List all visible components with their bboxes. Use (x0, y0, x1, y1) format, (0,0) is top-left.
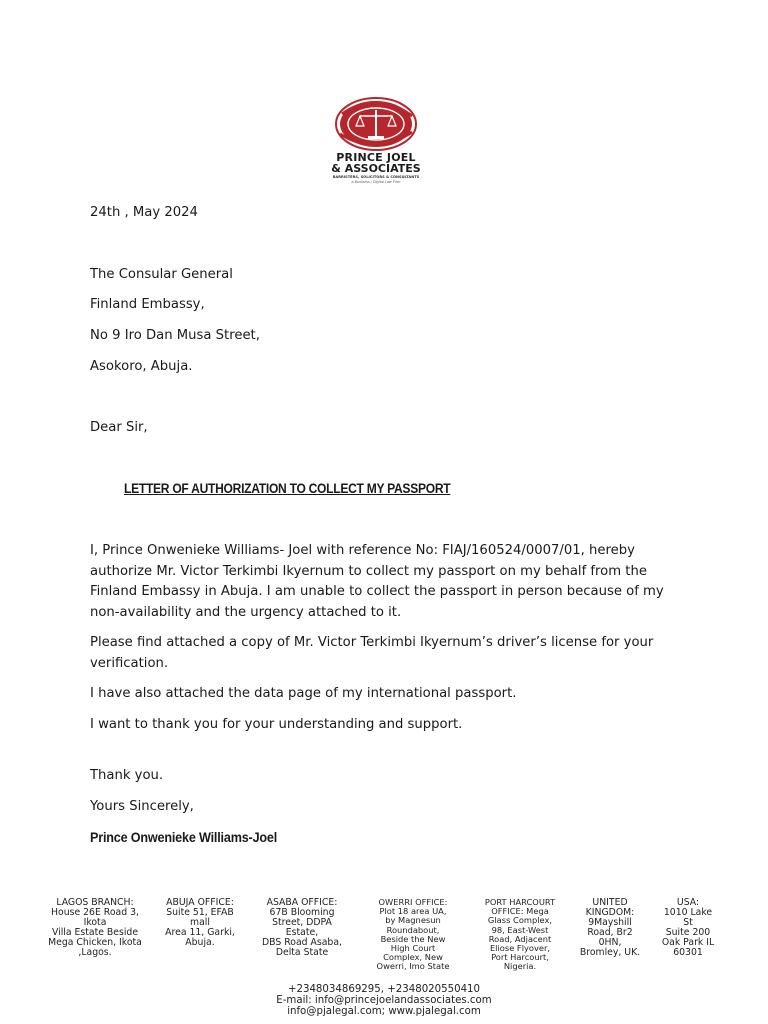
footer-phones: +2348034869295, +2348020550410 (287, 984, 481, 995)
office-uk: UNITED KINGDOM: 9Mayshill Road, Br2 0HN, Bromley, UK. (579, 897, 641, 958)
recipient-line-4: Asokoro, Abuja. (90, 359, 193, 374)
recipient-line-1: The Consular General (90, 267, 233, 282)
footer-email: E-mail: info@princejoelandassociates.com (276, 995, 492, 1006)
signature-name: Prince Onwenieke Williams-Joel (90, 829, 278, 845)
body-paragraph-2: Please find attached a copy of Mr. Victor Terkimbi Ikyernum’s driver’s license for your verification. (90, 635, 654, 671)
office-abuja: ABUJA OFFICE: Suite 51, EFAB mall Area 11, Garki, Abuja. (165, 897, 235, 948)
body-paragraph-1: I, Prince Onwenieke Williams- Joel with reference No: FIAJ/160524/0007/01, hereby authorize Mr. Victor Terkimbi Ikyernum to collect my passport on my behalf from the Finland Embassy in Abuja. I am unable to collect the passport in person because of my non-availability and the urgency attached to it. (90, 543, 664, 621)
recipient-line-2: Finland Embassy, (90, 297, 205, 312)
office-usa: USA: 1010 Lake St Suite 200 Oak Park IL 60301 (661, 897, 715, 958)
footer-web: info@pjalegal.com; www.pjalegal.com (287, 1006, 481, 1017)
firm-tagline: BARRISTERS, SOLICITORS & CONSULTANTS (332, 175, 420, 179)
firm-emblem-icon (316, 96, 436, 152)
office-owerri: OWERRI OFFICE: Plot 18 area UA, by Magnesun Roundabout, Beside the New High Court Complex, New Owerri, Imo State (376, 897, 450, 972)
firm-logo (316, 96, 436, 184)
firm-subtagline: a Business / Digital Law Firm (351, 180, 401, 184)
body-paragraph-4: I want to thank you for your understanding and support. (90, 717, 463, 732)
letterhead-footer (30, 898, 738, 1024)
firm-name-line1: PRINCE JOEL (336, 151, 416, 164)
closing-sincerely: Yours Sincerely, (90, 799, 194, 814)
office-lagos: LAGOS BRANCH: House 26E Road 3, Ikota Villa Estate Beside Mega Chicken, Ikota ,Lagos. (48, 897, 142, 958)
office-port-harcourt: PORT HARCOURT OFFICE: Mega Glass Complex, 98, East-West Road, Adjacent Eliose Flyover, Port Harcourt, Nigeria. (484, 897, 556, 972)
letter-title: LETTER OF AUTHORIZATION TO COLLECT MY PASSPORT (124, 481, 451, 496)
recipient-line-3: No 9 Iro Dan Musa Street, (90, 328, 260, 343)
closing-thanks: Thank you. (90, 768, 164, 783)
firm-name-line2: & ASSOCIATES (331, 162, 421, 175)
salutation: Dear Sir, (90, 420, 148, 435)
letter-date: 24th , May 2024 (90, 205, 198, 220)
body-paragraph-3: I have also attached the data page of my international passport. (90, 686, 517, 701)
office-asaba: ASABA OFFICE: 67B Blooming Street, DDPA Estate, DBS Road Asaba, Delta State (262, 897, 342, 958)
